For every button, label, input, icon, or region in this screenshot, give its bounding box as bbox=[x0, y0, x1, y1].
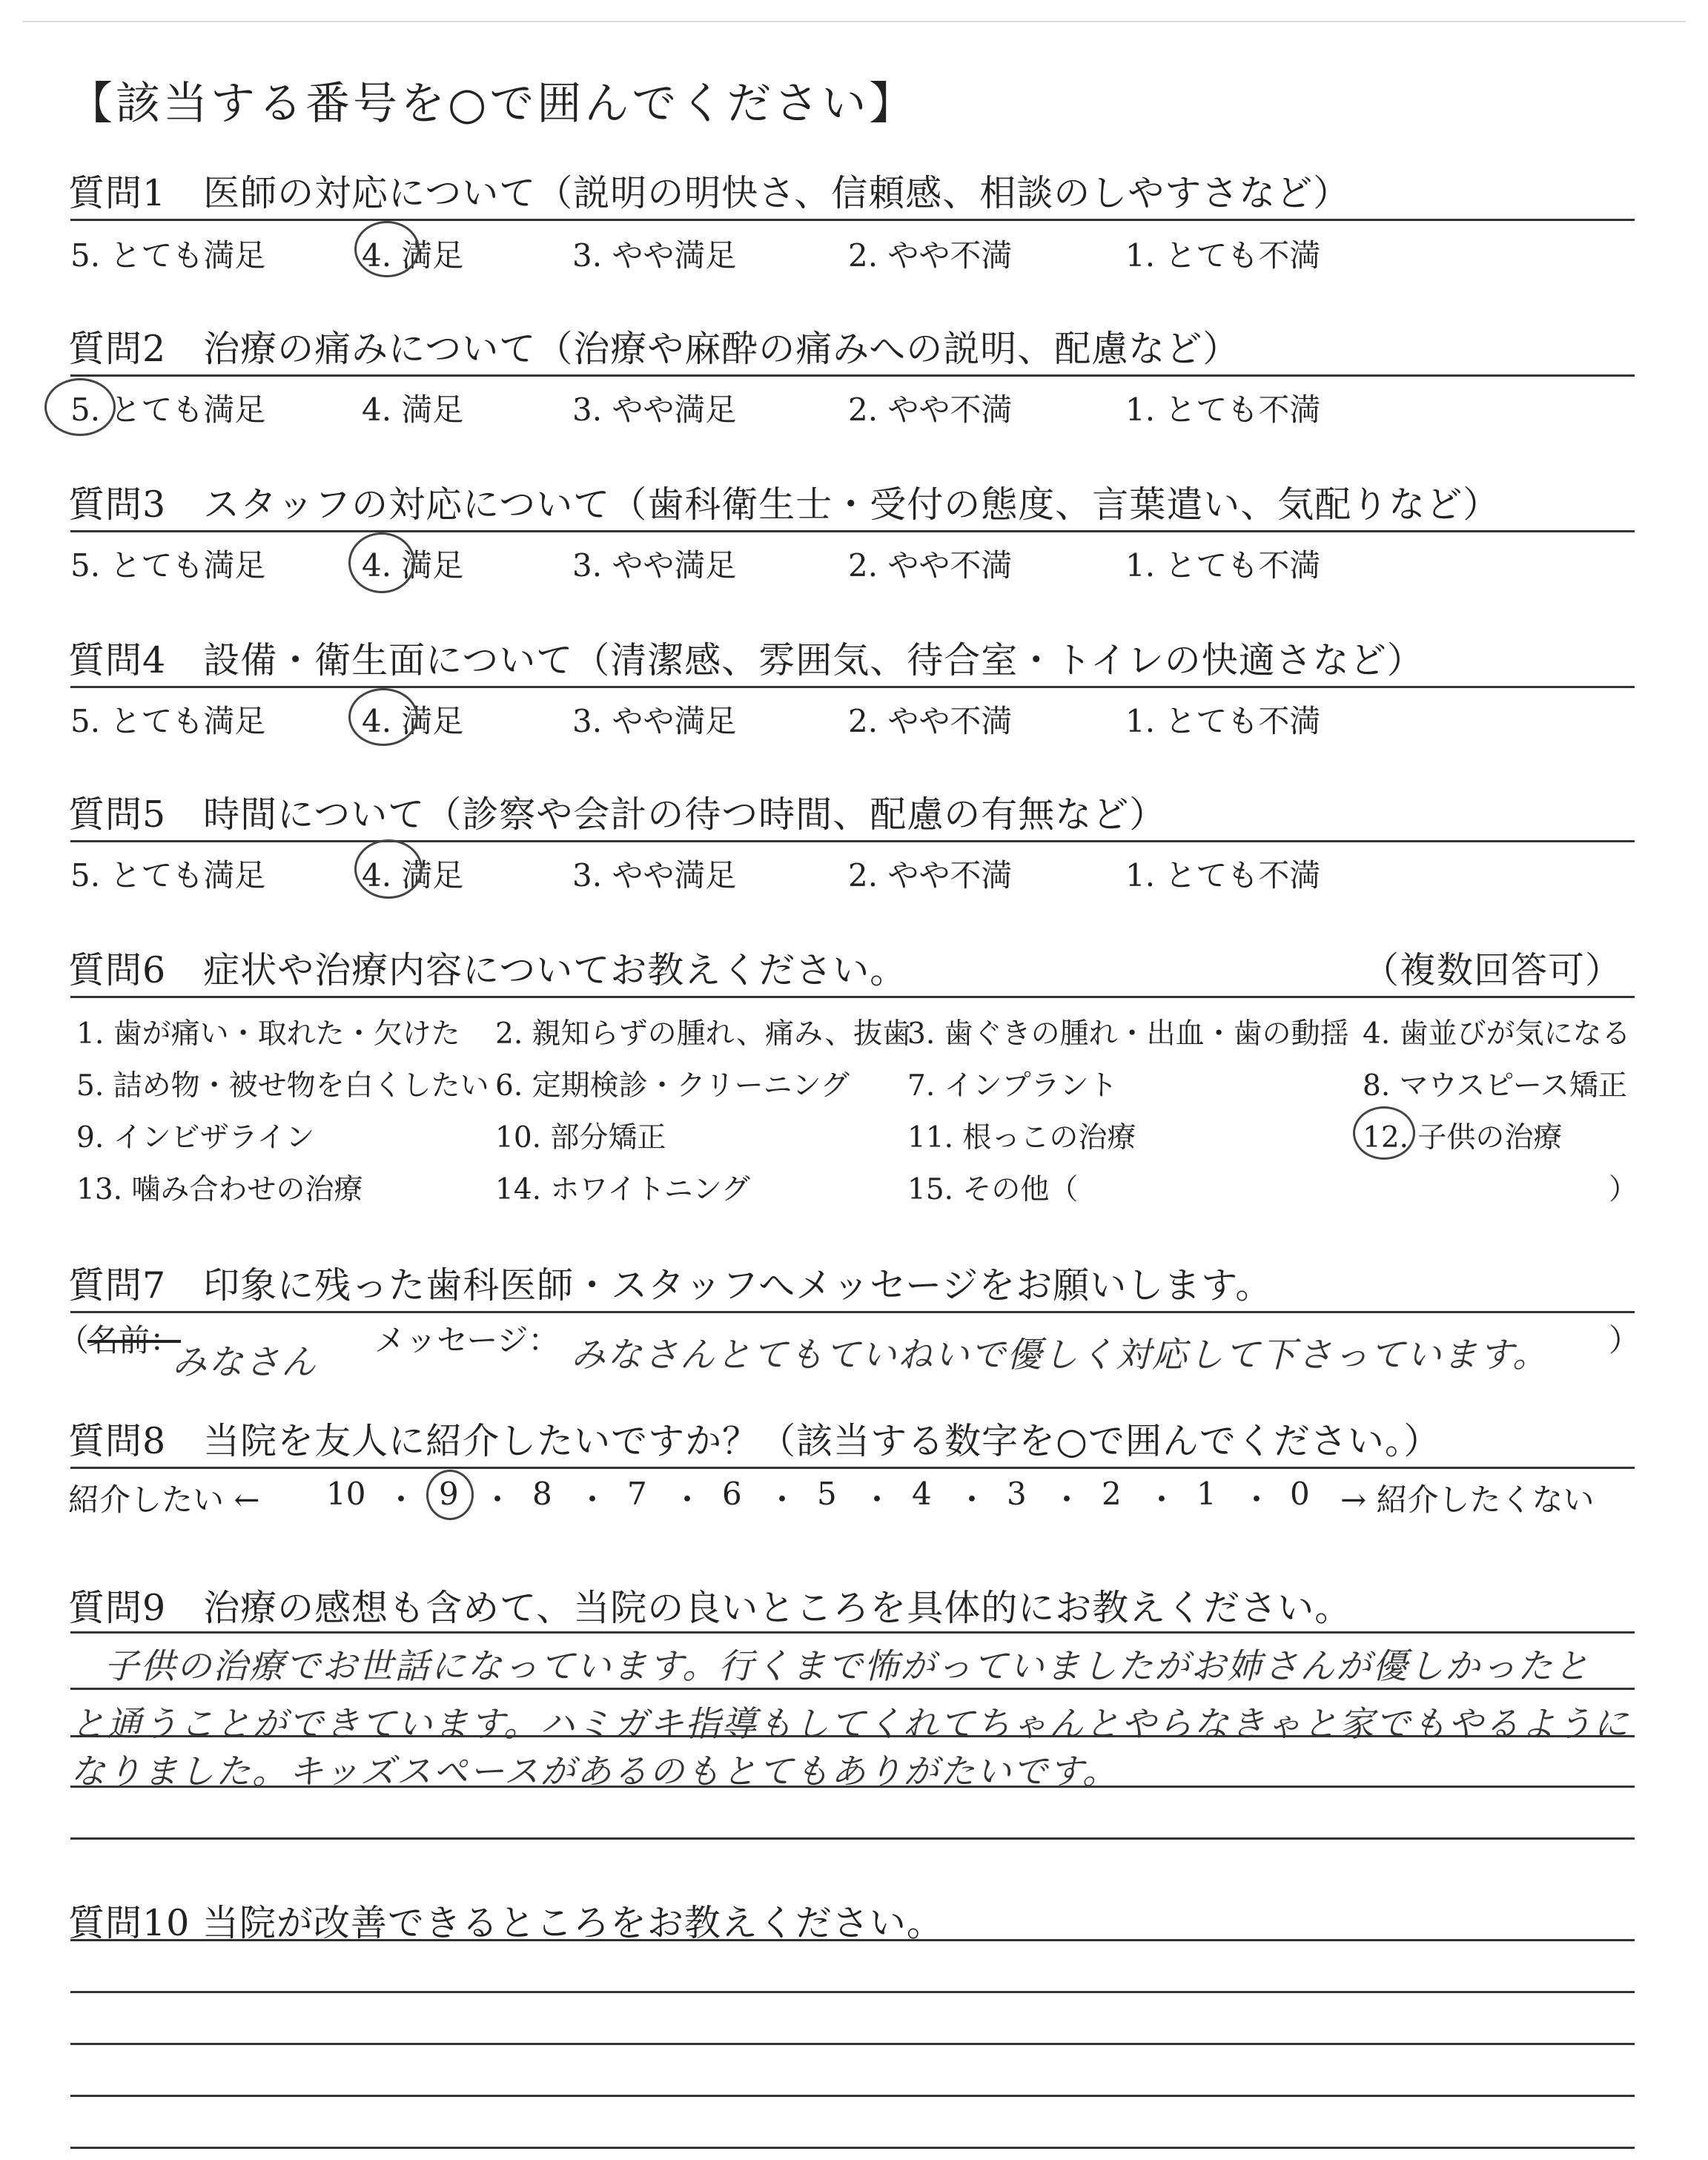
q6-other-close-paren: ） bbox=[1609, 1173, 1638, 1206]
q8-dot: ・ bbox=[1051, 1482, 1083, 1518]
q4-title: 質問4 設備・衛生面について（清潔感、雰囲気、待合室・トイレの快適さなど） bbox=[68, 639, 1424, 681]
q8-scale-4[interactable]: 4 bbox=[912, 1476, 932, 1512]
q8-scale-3[interactable]: 3 bbox=[1007, 1476, 1027, 1512]
q4-option-5[interactable]: 5. とても満足 bbox=[70, 703, 266, 739]
q6-item-5[interactable]: 5. 詰め物・被せ物を白くしたい bbox=[76, 1069, 489, 1103]
q10-rule-4 bbox=[70, 2095, 1635, 2097]
q5-selected-circle bbox=[354, 839, 423, 899]
q2-option-1[interactable]: 1. とても不満 bbox=[1125, 392, 1321, 428]
q10-title: 質問10 当院が改善できるところをお教えください。 bbox=[68, 1902, 944, 1944]
q4-option-4[interactable]: 4. 満足 bbox=[362, 703, 464, 739]
q8-scale-6[interactable]: 6 bbox=[722, 1476, 742, 1512]
q7-close-paren: ） bbox=[1609, 1322, 1641, 1358]
q8-dot: ・ bbox=[767, 1482, 798, 1518]
page-top-edge bbox=[22, 21, 1686, 22]
q8-scale-5[interactable]: 5 bbox=[817, 1476, 837, 1512]
q8-title: 質問8 当院を友人に紹介したいですか？（該当する数字を○で囲んでください。） bbox=[68, 1420, 1441, 1462]
q6-item-7[interactable]: 7. インプラント bbox=[907, 1069, 1118, 1103]
q3-option-5[interactable]: 5. とても満足 bbox=[70, 547, 266, 584]
q6-title: 質問6 症状や治療内容についてお教えください。 bbox=[68, 949, 907, 991]
q3-option-1[interactable]: 1. とても不満 bbox=[1125, 547, 1321, 584]
q9-rule-4 bbox=[70, 1837, 1635, 1840]
q8-scale-1[interactable]: 1 bbox=[1196, 1476, 1217, 1512]
q3-title: 質問3 スタッフの対応について（歯科衛生士・受付の態度、言葉遣い、気配りなど） bbox=[68, 483, 1500, 526]
q7-name-label: 名前： bbox=[87, 1322, 182, 1358]
q10-rule-5 bbox=[70, 2147, 1635, 2149]
q8-scale-8[interactable]: 8 bbox=[532, 1476, 552, 1512]
q2-option-5[interactable]: 5. とても満足 bbox=[70, 392, 266, 428]
q4-option-3[interactable]: 3. やや満足 bbox=[572, 703, 737, 739]
q6-item-8[interactable]: 8. マウスピース矯正 bbox=[1363, 1069, 1627, 1103]
q5-rule bbox=[70, 840, 1635, 842]
q10-rule-1 bbox=[70, 1939, 1635, 1941]
q7-message-label: メッセージ： bbox=[374, 1322, 560, 1358]
q2-option-3[interactable]: 3. やや満足 bbox=[572, 392, 737, 428]
q1-option-3[interactable]: 3. やや満足 bbox=[572, 237, 737, 274]
q8-rule bbox=[70, 1467, 1635, 1469]
q5-option-5[interactable]: 5. とても満足 bbox=[70, 857, 266, 894]
q6-item-12[interactable]: 12. 子供の治療 bbox=[1363, 1121, 1563, 1155]
q9-rule-3 bbox=[70, 1786, 1635, 1788]
q6-multiple-note: （複数回答可） bbox=[1363, 949, 1623, 991]
q1-selected-circle bbox=[354, 221, 420, 277]
q6-item-4[interactable]: 4. 歯並びが気になる bbox=[1363, 1017, 1631, 1051]
q7-rule bbox=[70, 1311, 1635, 1313]
q8-left-label: 紹介したい ← bbox=[68, 1482, 260, 1518]
q4-selected-circle bbox=[348, 688, 418, 746]
q1-option-1[interactable]: 1. とても不満 bbox=[1125, 237, 1321, 274]
q9-answer-line-2[interactable]: と通うことができています。ハミガキ指導もしてくれてちゃんとやらなきゃと家でもやるように bbox=[70, 1704, 1630, 1745]
q6-item-6[interactable]: 6. 定期検診・クリーニング bbox=[495, 1069, 850, 1103]
q4-option-1[interactable]: 1. とても不満 bbox=[1125, 703, 1321, 739]
q6-selected-circle bbox=[1353, 1106, 1415, 1160]
q4-option-2[interactable]: 2. やや不満 bbox=[848, 703, 1013, 739]
q1-option-5[interactable]: 5. とても満足 bbox=[70, 237, 266, 274]
q6-item-3[interactable]: 3. 歯ぐきの腫れ・出血・歯の動揺 bbox=[907, 1017, 1349, 1051]
q6-item-9[interactable]: 9. インビザライン bbox=[76, 1121, 315, 1155]
q8-dot: ・ bbox=[577, 1482, 609, 1518]
q9-answer-line-3[interactable]: なりました。キッズスペースがあるのもとてもありがたいです。 bbox=[70, 1751, 1119, 1792]
q8-scale-10[interactable]: 10 bbox=[326, 1476, 366, 1512]
q6-item-11[interactable]: 11. 根っこの治療 bbox=[907, 1121, 1136, 1155]
q7-message-value[interactable]: みなさんとてもていねいで優しく対応して下さっています。 bbox=[571, 1335, 1549, 1375]
q2-option-4[interactable]: 4. 満足 bbox=[362, 392, 464, 428]
q9-answer-line-1[interactable]: 子供の治療でお世話になっています。行くまで怖がっていましたがお姉さんが優しかったと bbox=[104, 1646, 1591, 1687]
q6-item-15[interactable]: 15. その他（ bbox=[907, 1173, 1079, 1206]
q2-title: 質問2 治療の痛みについて（治療や麻酔の痛みへの説明、配慮など） bbox=[68, 328, 1240, 370]
q8-scale-9[interactable]: 9 bbox=[439, 1476, 459, 1512]
q3-option-4[interactable]: 4. 満足 bbox=[362, 547, 464, 584]
q6-item-10[interactable]: 10. 部分矯正 bbox=[495, 1121, 666, 1155]
q8-selected-circle bbox=[426, 1470, 474, 1520]
q3-option-2[interactable]: 2. やや不満 bbox=[848, 547, 1013, 584]
q8-dot: ・ bbox=[1146, 1482, 1178, 1518]
q8-dot: ・ bbox=[482, 1482, 514, 1518]
q10-rule-3 bbox=[70, 2043, 1635, 2045]
q5-option-1[interactable]: 1. とても不満 bbox=[1125, 857, 1321, 894]
q3-option-3[interactable]: 3. やや満足 bbox=[572, 547, 737, 584]
q7-name-value[interactable]: みなさん bbox=[172, 1342, 317, 1383]
q1-option-2[interactable]: 2. やや不満 bbox=[848, 237, 1013, 274]
q8-dot: ・ bbox=[956, 1482, 988, 1518]
q8-scale-2[interactable]: 2 bbox=[1102, 1476, 1122, 1512]
q5-title: 質問5 時間について（診察や会計の待つ時間、配慮の有無など） bbox=[68, 793, 1167, 836]
q8-dot: ・ bbox=[672, 1482, 704, 1518]
q2-selected-circle bbox=[44, 378, 116, 436]
q10-rule-2 bbox=[70, 1991, 1635, 1993]
q6-item-14[interactable]: 14. ホワイトニング bbox=[495, 1173, 750, 1206]
q3-selected-circle bbox=[348, 532, 415, 593]
q5-option-4[interactable]: 4. 満足 bbox=[362, 857, 464, 894]
q7-open-paren: （ bbox=[58, 1322, 90, 1358]
q5-option-3[interactable]: 3. やや満足 bbox=[572, 857, 737, 894]
q6-item-1[interactable]: 1. 歯が痛い・取れた・欠けた bbox=[76, 1017, 460, 1051]
q8-right-label: → 紹介したくない bbox=[1340, 1482, 1595, 1518]
q2-rule bbox=[70, 374, 1635, 377]
q9-rule-1 bbox=[70, 1688, 1635, 1690]
q9-title: 質問9 治療の感想も含めて、当院の良いところを具体的にお教えください。 bbox=[68, 1587, 1352, 1629]
q1-rule bbox=[70, 219, 1635, 221]
q8-dot: ・ bbox=[861, 1482, 893, 1518]
q1-title: 質問1 医師の対応について（説明の明快さ、信頼感、相談のしやすさなど） bbox=[68, 172, 1351, 214]
instruction-heading: 【該当する番号を○で囲んでください】 bbox=[68, 78, 917, 130]
q6-item-13[interactable]: 13. 噛み合わせの治療 bbox=[76, 1173, 363, 1206]
q8-scale-7[interactable]: 7 bbox=[627, 1476, 647, 1512]
q3-rule bbox=[70, 530, 1635, 532]
q8-dot: ・ bbox=[1241, 1482, 1273, 1518]
q1-option-4[interactable]: 4. 満足 bbox=[362, 237, 464, 274]
q2-option-2[interactable]: 2. やや不満 bbox=[848, 392, 1013, 428]
q4-rule bbox=[70, 686, 1635, 688]
q6-item-2[interactable]: 2. 親知らずの腫れ、痛み、抜歯 bbox=[495, 1017, 912, 1051]
q9-rule-2 bbox=[70, 1735, 1635, 1737]
q8-scale-0[interactable]: 0 bbox=[1290, 1476, 1310, 1512]
q6-rule bbox=[70, 996, 1635, 998]
q8-dot: ・ bbox=[385, 1482, 417, 1518]
q5-option-2[interactable]: 2. やや不満 bbox=[848, 857, 1013, 894]
q9-rule-0 bbox=[70, 1631, 1635, 1634]
q7-title: 質問7 印象に残った歯科医師・スタッフへメッセージをお願いします。 bbox=[68, 1264, 1273, 1307]
